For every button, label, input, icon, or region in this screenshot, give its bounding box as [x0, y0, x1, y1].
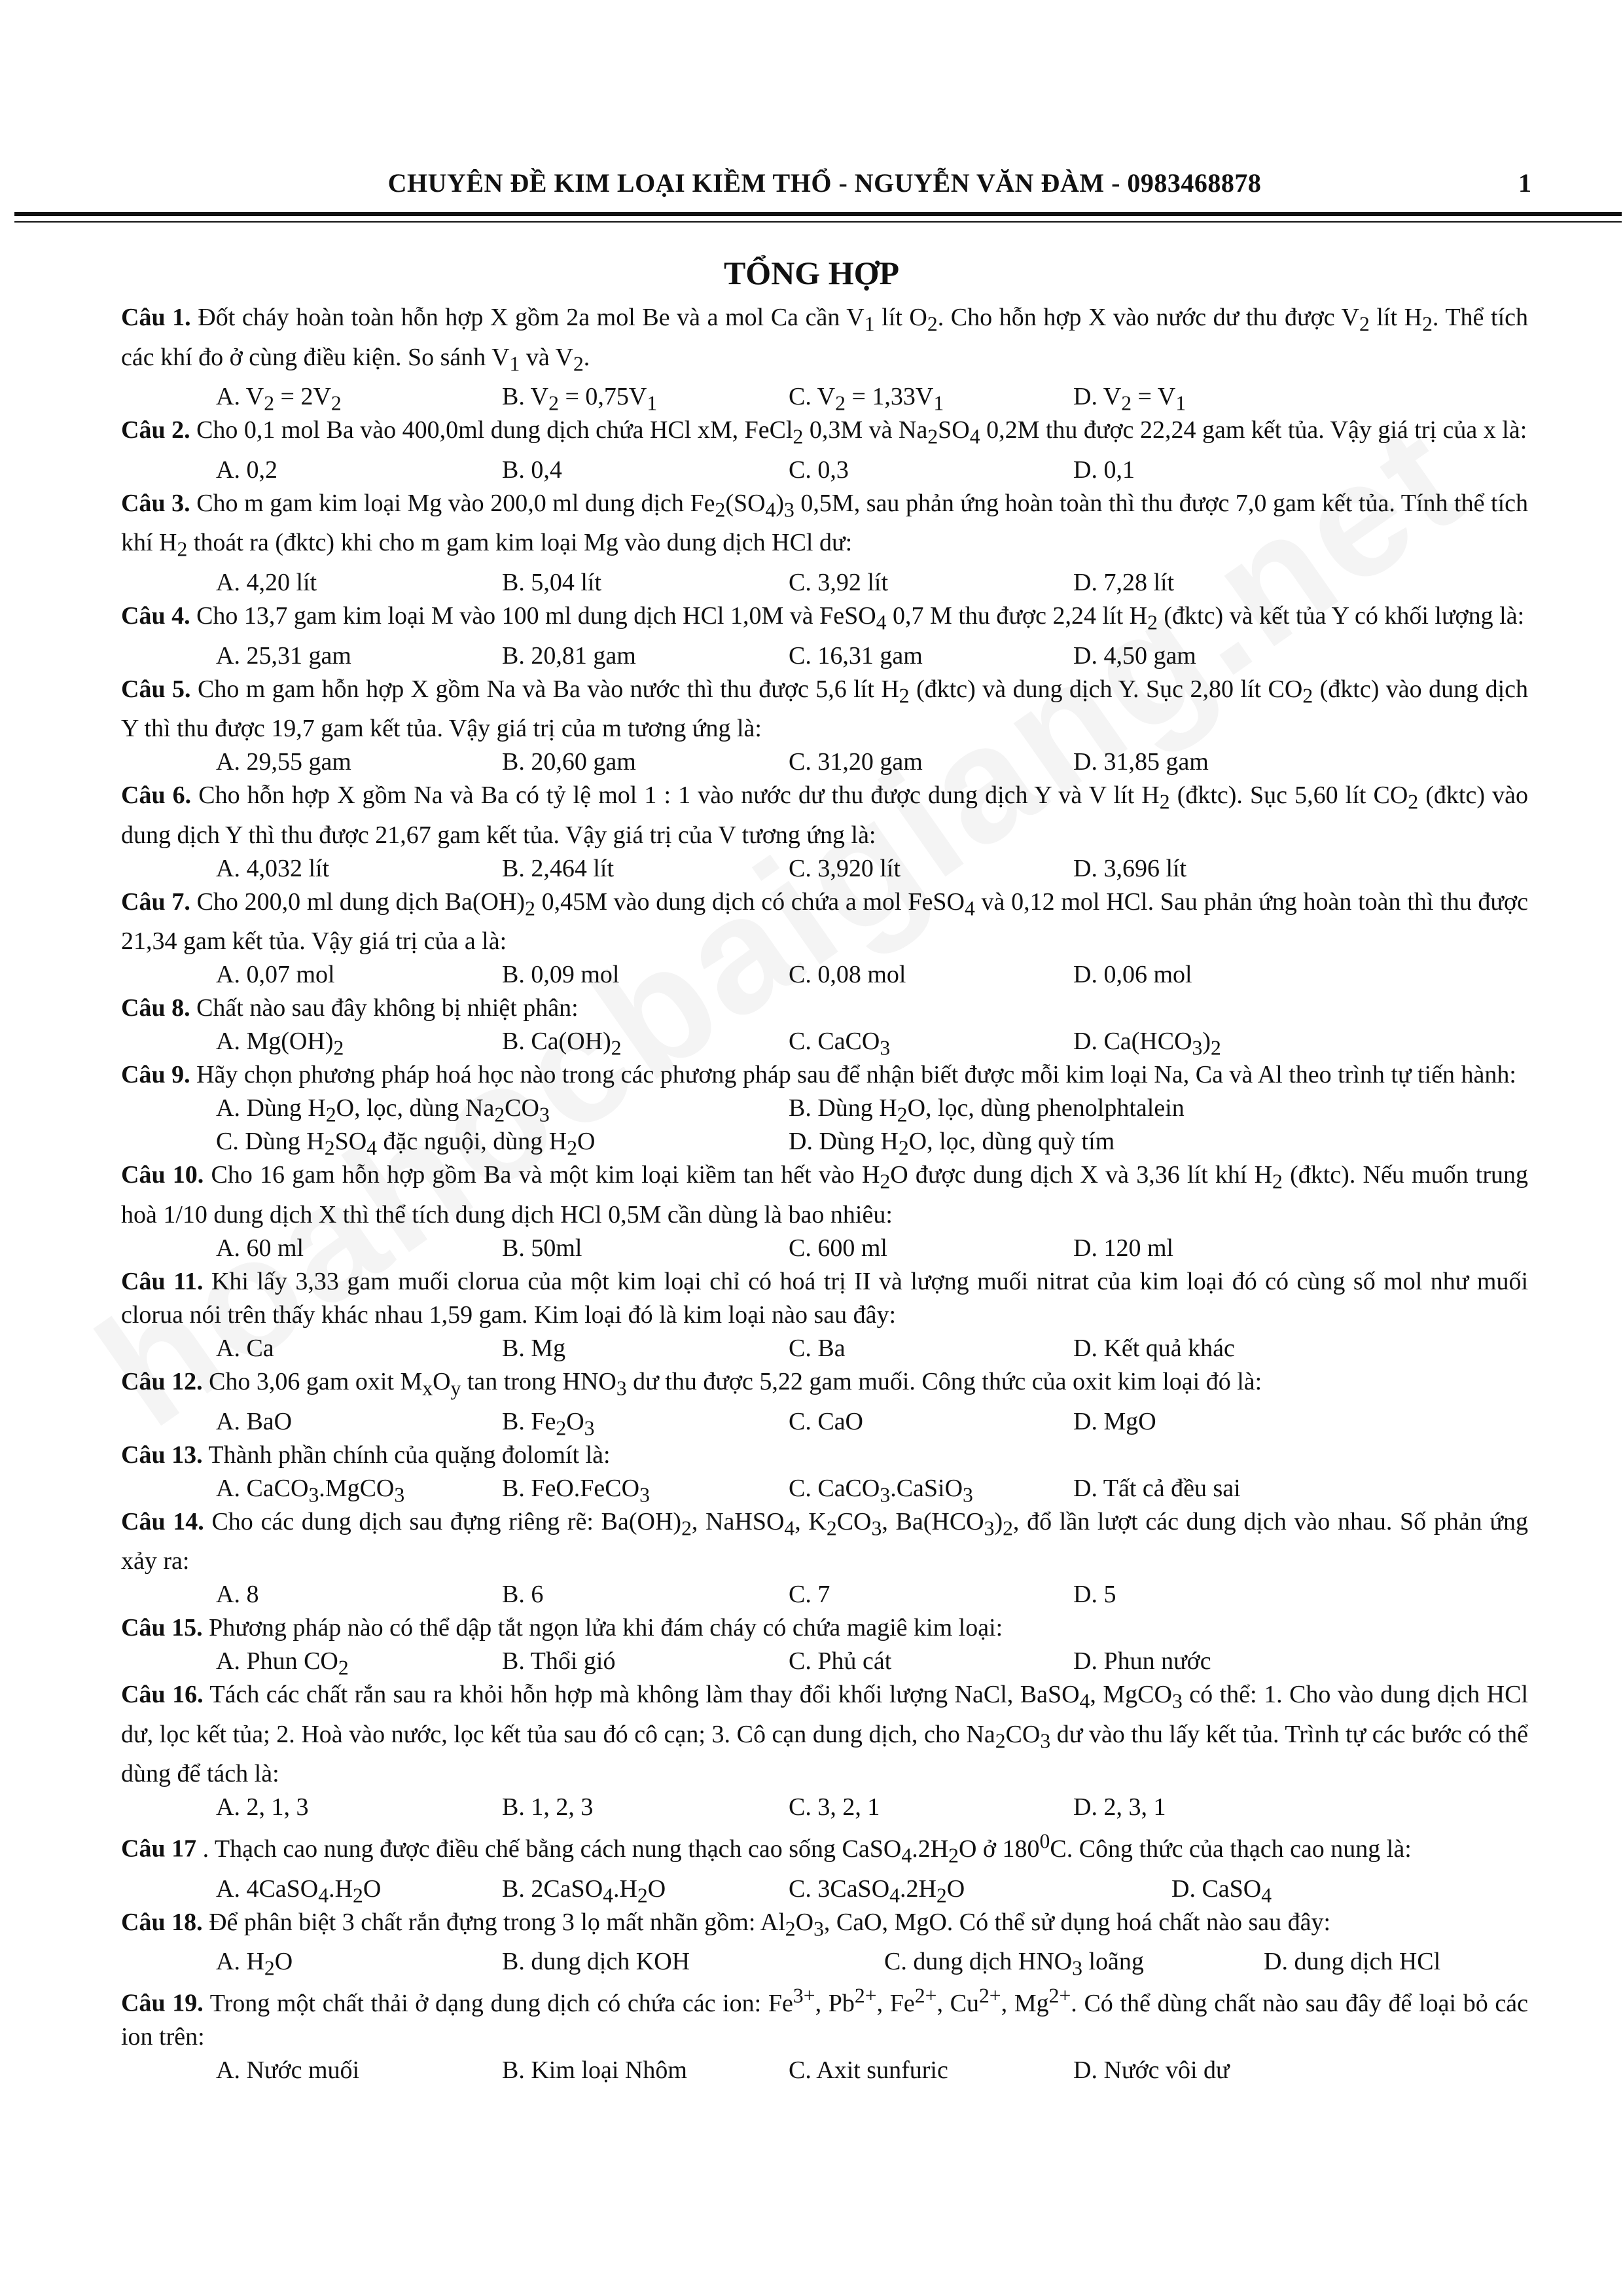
answer-option: B. $Fe_2O_3$ — [502, 1407, 595, 1440]
header-rule-thick — [14, 212, 1622, 216]
answer-options — [121, 745, 1528, 779]
answer-option: B. 0,4 — [502, 456, 562, 484]
answer-option: C. dung dịch $HNO_3$ loãng — [884, 1948, 1144, 1980]
question-body: Cho hỗn hợp X gồm Na và Ba có tỷ lệ mol 1 : 1 vào nước dư thu được dung dịch Y và V lít $H_2$ (đktc). Sục 5,60 lít $CO_2$ (đktc) vào dung dịch Y thì thu được 21,67 gam kết tủa. Vậy giá trị của V tương ứng là: — [121, 781, 1528, 849]
answer-option: B. $2CaSO_4.H_2O$ — [502, 1874, 666, 1907]
answer-options — [121, 639, 1528, 673]
answer-option: B. 1, 2, 3 — [502, 1793, 594, 1821]
answer-option: A. 0,07 mol — [216, 961, 335, 989]
answer-option: D. 31,85 gam — [1073, 748, 1209, 776]
question-16 — [121, 1678, 1528, 1824]
question-number: Câu 15. — [121, 1614, 203, 1642]
answer-options — [121, 1332, 1528, 1365]
answer-option: C. 600 ml — [789, 1234, 887, 1262]
answer-options — [121, 958, 1528, 992]
answer-option: B. $V_2 = 0,75V_1$ — [502, 383, 658, 415]
question-14 — [121, 1505, 1528, 1612]
answer-option: C. 0,08 mol — [789, 961, 906, 989]
question-text — [121, 1824, 1528, 1872]
answer-option: D. $V_2 = V_1$ — [1073, 383, 1186, 415]
question-number: Câu 11. — [121, 1267, 204, 1295]
answer-option: A. $V_2 = 2V_2$ — [216, 383, 342, 415]
question-body: Cho m gam kim loại Mg vào 200,0 ml dung dịch $Fe_2(SO_4)_3$ 0,5M, sau phản ứng hoàn toàn thì thu được 7,0 gam kết tủa. Tính thể tích khí $H_2$ thoát ra (đktc) khi cho m gam kim loại Mg vào dung dịch HCl dư: — [121, 489, 1528, 561]
answer-option: B. Mg — [502, 1334, 566, 1362]
question-body: Cho m gam hỗn hợp X gồm Na và Ba vào nước thì thu được 5,6 lít $H_2$ (đktc) và dung dịch Y. Sục 2,80 lít $CO_2$ (đktc) vào dung dịch Y thì thu được 19,7 gam kết tủa. Vậy giá trị của m tương ứng là: — [121, 675, 1528, 743]
answer-option: D. 0,1 — [1073, 456, 1135, 484]
question-4 — [121, 600, 1528, 673]
answer-option: B. 0,09 mol — [502, 961, 620, 989]
question-5 — [121, 673, 1528, 780]
answer-option: C. CaCO$_3$ — [789, 1028, 891, 1060]
answer-option: D. 4,50 gam — [1073, 641, 1196, 670]
question-text — [121, 1158, 1528, 1232]
answer-options — [121, 1125, 1528, 1158]
answer-option: A. $4CaSO_4.H_2O$ — [216, 1874, 382, 1907]
question-19 — [121, 1979, 1528, 2087]
question-number: Câu 5. — [121, 675, 191, 703]
answer-option: B. 6 — [502, 1581, 544, 1609]
answer-option: B. Thổi gió — [502, 1647, 616, 1676]
answer-option: D. 3,696 lít — [1073, 854, 1187, 882]
question-text — [121, 779, 1528, 852]
question-text — [121, 1365, 1528, 1405]
answer-option: D. CaSO$_4$ — [1171, 1874, 1272, 1907]
header-title: CHUYÊN ĐỀ KIM LOẠI KIỀM THỔ - NGUYỄN VĂN ĐÀM - 0983468878 — [387, 168, 1262, 198]
answer-option: B. $Ca(OH)_2$ — [502, 1028, 622, 1060]
question-12 — [121, 1365, 1528, 1439]
question-13 — [121, 1439, 1528, 1505]
question-text — [121, 1678, 1528, 1791]
answer-option: C. 0,3 — [789, 456, 849, 484]
question-6 — [121, 779, 1528, 886]
answer-option: B. 5,04 lít — [502, 568, 602, 596]
question-body: Tách các chất rắn sau ra khỏi hỗn hợp mà không làm thay đổi khối lượng NaCl, BaSO$_4$, MgCO$_3$ có thể: 1. Cho vào dung dịch HCl dư, lọc kết tủa; 2. Hoà vào nước, lọc kết tủa sau đó cô cạn; 3. Cô cạn dung dịch, cho $Na_2CO_3$ dư vào thu lấy kết tủa. Trình tự các bước có thể dùng để tách là: — [121, 1681, 1529, 1788]
answer-option: C. $V_2 = 1,33V_1$ — [789, 383, 944, 415]
answer-option: B. dung dịch KOH — [502, 1948, 690, 1976]
answer-option: A. 4,20 lít — [216, 568, 317, 596]
question-15 — [121, 1611, 1528, 1678]
answer-option: A. 29,55 gam — [216, 748, 351, 776]
question-text — [121, 1505, 1528, 1579]
question-body: Thành phần chính của quặng đolomít là: — [202, 1441, 611, 1469]
answer-option: D. Phun nước — [1073, 1647, 1211, 1676]
answer-option: B. FeO.FeCO$_3$ — [502, 1474, 650, 1507]
question-body: Phương pháp nào có thể dập tắt ngọn lửa khi đám cháy có chứa magiê kim loại: — [202, 1614, 1003, 1642]
question-text — [121, 600, 1528, 639]
answer-options — [121, 1873, 1528, 1906]
answer-option: D. $Ca(HCO_3)_2$ — [1073, 1028, 1221, 1060]
answer-option: A. 4,032 lít — [216, 854, 330, 882]
answer-option: D. Dùng $H_2O$, lọc, dùng quỳ tím — [789, 1128, 1115, 1160]
answer-option: D. Tất cả đều sai — [1073, 1474, 1241, 1502]
question-body: Cho 13,7 gam kim loại M vào 100 ml dung dịch HCl 1,0M và FeSO$_4$ 0,7 M thu được 2,24 lít $H_2$ (đktc) và kết tủa Y có khối lượng là: — [190, 601, 1525, 634]
question-10 — [121, 1158, 1528, 1265]
question-18 — [121, 1906, 1528, 1979]
question-number: Câu 17 — [121, 1835, 197, 1863]
question-text — [121, 673, 1528, 746]
answer-option: C. 3, 2, 1 — [789, 1793, 880, 1821]
question-11 — [121, 1265, 1528, 1365]
answer-option: D. 0,06 mol — [1073, 961, 1192, 989]
question-body: Cho 3,06 gam oxit $M_xO_y$ tan trong $HNO_3$ dư thu được 5,22 gam muối. Công thức của oxit kim loại đó là: — [202, 1367, 1262, 1400]
answer-options — [121, 566, 1528, 600]
answer-option: A. 2, 1, 3 — [216, 1793, 309, 1821]
answer-option: C. 3,92 lít — [789, 568, 889, 596]
question-text — [121, 886, 1528, 959]
answer-option: D. dung dịch HCl — [1264, 1948, 1441, 1976]
answer-option: B. Kim loại Nhôm — [502, 2056, 687, 2084]
answer-option: D. 120 ml — [1073, 1234, 1174, 1262]
question-body: Để phân biệt 3 chất rắn đựng trong 3 lọ mất nhãn gồm: $Al_2O_3$, CaO, MgO. Có thể sử dụng hoá chất nào sau đây: — [202, 1908, 1331, 1941]
question-number: Câu 7. — [121, 888, 190, 916]
question-number: Câu 18. — [121, 1908, 203, 1936]
question-body: Cho các dung dịch sau đựng riêng rẽ: $Ba(OH)_2$, NaHSO$_4$, $K_2CO_3$, $Ba(HCO_3)_2$, đổ lần lượt các dung dịch vào nhau. Số phản ứng xảy ra: — [121, 1507, 1528, 1575]
answer-option: B. 20,60 gam — [502, 748, 636, 776]
question-number: Câu 16. — [121, 1681, 204, 1709]
answer-options — [121, 2054, 1528, 2087]
answer-option: A. 25,31 gam — [216, 641, 351, 670]
question-text — [121, 301, 1528, 380]
answer-options — [121, 1405, 1528, 1439]
answer-option: B. Dùng $H_2O$, lọc, dùng phenolphtalein — [789, 1094, 1185, 1126]
page-number: 1 — [1518, 168, 1531, 198]
answer-option: D. 7,28 lít — [1073, 568, 1175, 596]
document-title: TỔNG HỢP — [723, 255, 900, 291]
question-text — [121, 1979, 1528, 2054]
answer-option: B. 50ml — [502, 1234, 582, 1262]
question-number: Câu 12. — [121, 1367, 203, 1395]
question-17 — [121, 1824, 1528, 1905]
answer-option: A. $Mg(OH)_2$ — [216, 1028, 344, 1060]
question-body: Trong một chất thải ở dạng dung dịch có chứa các ion: $Fe^{3+}$, $Pb^{2+}$, $Fe^{2+}$, $Cu^{2+}$, $Mg^{2+}$. Có thể dùng chất nào sau đây để loại bỏ các ion trên: — [121, 1984, 1528, 2051]
question-number: Câu 4. — [121, 601, 190, 630]
answer-options — [121, 852, 1528, 886]
answer-option: C. 7 — [789, 1581, 830, 1609]
answer-option: A. $H_2O$ — [216, 1948, 293, 1980]
question-body: Khi lấy 3,33 gam muối clorua của một kim loại chỉ có hoá trị II và lượng muối nitrat của kim loại đó có cùng số mol như muối clorua nói trên thấy khác nhau 1,59 gam. Kim loại đó là kim loại nào sau đây: — [121, 1267, 1529, 1329]
question-text — [121, 487, 1528, 566]
answer-options — [121, 1791, 1528, 1824]
answer-option: A. CaCO$_3$.MgCO$_3$ — [216, 1474, 405, 1507]
answer-option: D. Nước vôi dư — [1073, 2056, 1230, 2084]
question-number: Câu 8. — [121, 994, 190, 1022]
question-2 — [121, 414, 1528, 487]
question-text — [121, 992, 1528, 1025]
answer-option: A. Nước muối — [216, 2056, 360, 2084]
answer-option: D. 2, 3, 1 — [1073, 1793, 1166, 1821]
answer-options — [121, 1025, 1528, 1058]
answer-option: C. CaCO$_3$.CaSiO$_3$ — [789, 1474, 973, 1507]
answer-option: A. 0,2 — [216, 456, 277, 484]
answer-option: D. Kết quả khác — [1073, 1334, 1235, 1362]
question-body: Đốt cháy hoàn toàn hỗn hợp X gồm 2a mol Be và a mol Ca cần $V_1$ lít $O_2$. Cho hỗn hợp X vào nước dư thu được $V_2$ lít $H_2$. Thể tích các khí đo ở cùng điều kiện. So sánh $V_1$ và $V_2$. — [121, 304, 1528, 376]
question-text — [121, 1611, 1528, 1645]
answer-option: A. 60 ml — [216, 1234, 304, 1262]
answer-option: A. Dùng $H_2O$, lọc, dùng $Na_2CO_3$ — [216, 1094, 550, 1126]
answer-option: C. Dùng $H_2SO_4$ đặc nguội, dùng $H_2O$ — [216, 1128, 596, 1160]
question-9 — [121, 1058, 1528, 1158]
question-number: Câu 10. — [121, 1161, 204, 1189]
answer-option: C. CaO — [789, 1407, 863, 1435]
answer-option: C. $3CaSO_4.2H_2O$ — [789, 1874, 965, 1907]
question-1 — [121, 301, 1528, 414]
answer-option: C. Axit sunfuric — [789, 2056, 948, 2084]
header-rule-thin — [14, 221, 1622, 223]
question-number: Câu 2. — [121, 416, 190, 444]
answer-option: A. BaO — [216, 1407, 293, 1435]
question-body: . Thạch cao nung được điều chế bằng cách nung thạch cao sống $CaSO_4.2H_2O$ ở $180^0C$. Công thức của thạch cao nung là: — [196, 1829, 1412, 1867]
answer-option: C. 16,31 gam — [789, 641, 923, 670]
answer-option: B. 20,81 gam — [502, 641, 636, 670]
question-number: Câu 3. — [121, 489, 190, 517]
question-7 — [121, 886, 1528, 992]
question-text — [121, 1265, 1528, 1332]
page-header — [118, 165, 1531, 202]
answer-option: D. MgO — [1073, 1407, 1156, 1435]
answer-options — [121, 1578, 1528, 1611]
answer-options — [121, 454, 1528, 487]
answer-option: A. Ca — [216, 1334, 274, 1362]
question-number: Câu 9. — [121, 1061, 190, 1089]
answer-option: D. 5 — [1073, 1581, 1116, 1609]
answer-option: A. Phun $CO_2$ — [216, 1647, 349, 1679]
question-body: Chất nào sau đây không bị nhiệt phân: — [190, 994, 579, 1022]
question-number: Câu 13. — [121, 1441, 203, 1469]
answer-options — [121, 1645, 1528, 1678]
answer-options — [121, 1092, 1528, 1125]
answer-option: A. 8 — [216, 1581, 259, 1609]
question-number: Câu 1. — [121, 304, 191, 331]
question-body: Cho 16 gam hỗn hợp gồm Ba và một kim loại kiềm tan hết vào $H_2O$ được dung dịch X và 3,36 lít khí $H_2$ (đktc). Nếu muốn trung hoà 1/10 dung dịch X thì thể tích dung dịch HCl 0,5M cần dùng là bao nhiêu: — [121, 1161, 1529, 1229]
question-list — [121, 301, 1528, 2087]
question-number: Câu 6. — [121, 781, 192, 810]
answer-option: C. 3,920 lít — [789, 854, 901, 882]
question-body: Cho 200,0 ml dung dịch $Ba(OH)_2$ 0,45M vào dung dịch có chứa a mol FeSO$_4$ và 0,12 mol HCl. Sau phản ứng hoàn toàn thì thu được 21,34 gam kết tủa. Vậy giá trị của a là: — [121, 888, 1528, 956]
question-text — [121, 1439, 1528, 1472]
answer-options — [121, 1945, 1528, 1979]
question-body: Hãy chọn phương pháp hoá học nào trong các phương pháp sau để nhận biết được mỗi kim loại Na, Ca và Al theo trình tự tiến hành: — [190, 1061, 1516, 1089]
answer-options — [121, 380, 1528, 414]
answer-option: C. Ba — [789, 1334, 846, 1362]
answer-option: C. 31,20 gam — [789, 748, 923, 776]
question-8 — [121, 992, 1528, 1058]
answer-options — [121, 1472, 1528, 1505]
answer-option: C. Phủ cát — [789, 1647, 892, 1676]
question-number: Câu 19. — [121, 1989, 204, 2017]
question-body: Cho 0,1 mol Ba vào 400,0ml dung dịch chứa HCl xM, FeCl$_2$ 0,3M và $Na_2SO_4$ 0,2M thu được 22,24 gam kết tủa. Vậy giá trị của x là: — [190, 416, 1527, 448]
question-number: Câu 14. — [121, 1507, 204, 1535]
answer-option: B. 2,464 lít — [502, 854, 615, 882]
question-3 — [121, 487, 1528, 600]
answer-options — [121, 1232, 1528, 1265]
